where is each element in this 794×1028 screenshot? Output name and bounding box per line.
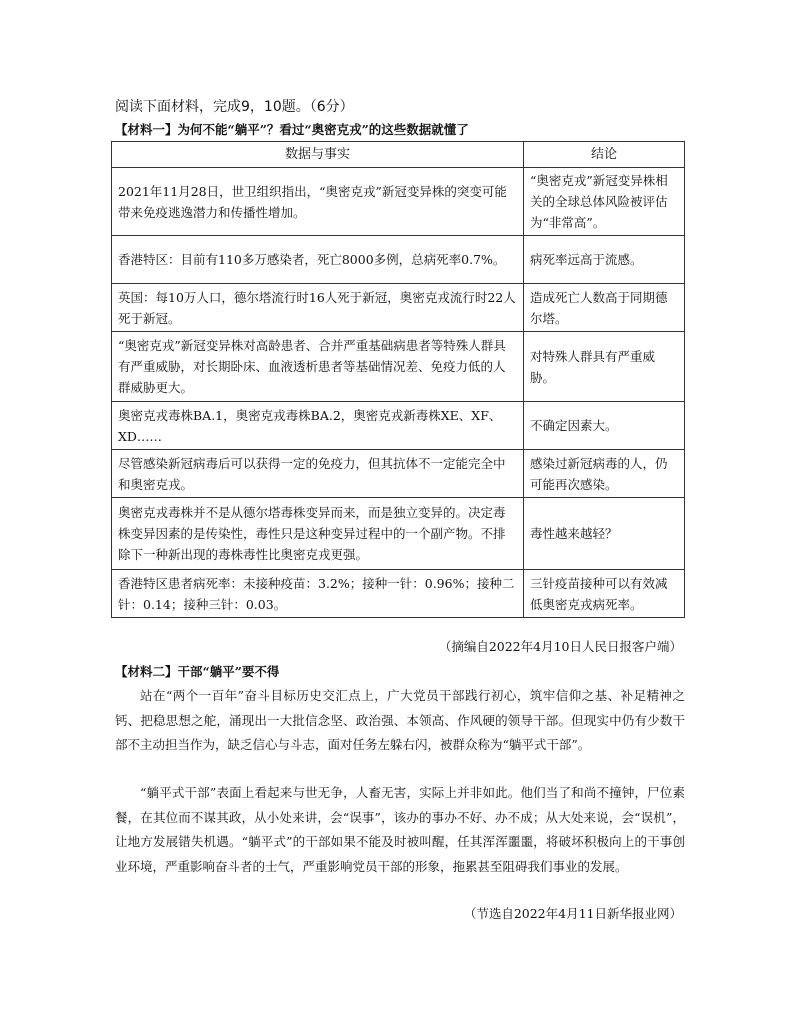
fact-cell: 奥密克戎毒株并不是从德尔塔毒株变异而来，而是独立变异的。决定毒株变异因素的是传染性，毒性只是这种变异过程中的一个副产物。不排除下一种新出现的毒株毒性比奥密克戎更强。 bbox=[112, 498, 524, 570]
material2-title: 【材料二】干部“躺平”要不得 bbox=[115, 664, 280, 679]
fact-cell: 奥密克戎毒株BA.1，奥密克戎毒株BA.2，奥密克戎新毒株XE、XF、XD…… bbox=[112, 402, 524, 450]
table-row bbox=[112, 284, 685, 332]
conclusion-cell: 不确定因素大。 bbox=[524, 402, 685, 450]
material2-source: （节选自2022年4月11日新华报业网） bbox=[463, 906, 682, 921]
table-row bbox=[112, 498, 685, 570]
conclusion-cell: 对特殊人群具有严重威胁。 bbox=[524, 332, 685, 402]
fact-cell: 香港特区：目前有110多万感染者，死亡8000多例，总病死率0.7%。 bbox=[112, 236, 524, 284]
fact-cell: “奥密克戎”新冠变异株对高龄患者、合并严重基础病患者等特殊人群具有严重威胁，对长期卧床、血液透析患者等基础情况差、免疫力低的人群威胁更大。 bbox=[112, 332, 524, 402]
table-header-row bbox=[112, 142, 685, 168]
conclusion-cell: “奥密克戎”新冠变异株相关的全球总体风险被评估为“非常高”。 bbox=[524, 168, 685, 236]
fact-cell: 英国：每10万人口，德尔塔流行时16人死于新冠，奥密克戎流行时22人死于新冠。 bbox=[112, 284, 524, 332]
header-facts: 数据与事实 bbox=[112, 142, 524, 168]
table-row bbox=[112, 332, 685, 402]
header-conclusion: 结论 bbox=[524, 142, 685, 168]
fact-cell: 尽管感染新冠病毒后可以获得一定的免疫力，但其抗体不一定能完全中和奥密克戎。 bbox=[112, 450, 524, 498]
material2-paragraph: 站在“两个一百年”奋斗目标历史交汇点上，广大党员干部践行初心，筑牢信仰之基、补足精神之钙、把稳思想之舵，涌现出一大批信念坚、政治强、本领高、作风硬的领导干部。但现实中仍有少数干部不主动担当作为，缺乏信心与斗志，面对任务左躲右闪，被群众称为“躺平式干部”。 bbox=[115, 688, 685, 752]
table-row bbox=[112, 570, 685, 618]
question-intro: 阅读下面材料，完成9，10题。（6分） bbox=[115, 99, 354, 115]
conclusion-cell: 三针疫苗接种可以有效减低奥密克戎病死率。 bbox=[524, 570, 685, 618]
table-row bbox=[112, 168, 685, 236]
material1-title: 【材料一】为何不能“躺平”？看过“奥密克戎”的这些数据就懂了 bbox=[115, 122, 469, 137]
conclusion-cell: 病死率远高于流感。 bbox=[524, 236, 685, 284]
fact-cell: 2021年11月28日，世卫组织指出，“奥密克戎”新冠变异株的突变可能带来免疫逃逸潜力和传播性增加。 bbox=[112, 168, 524, 236]
material2-paragraph: “躺平式干部”表面上看起来与世无争，人畜无害，实际上并非如此。他们当了和尚不撞钟，尸位素餐，在其位而不谋其政，从小处来讲，会“误事”，该办的事办不好、办不成；从大处来说，会“误机”，让地方发展错失机遇。“躺平式”的干部如果不能及时被叫醒，任其浑浑噩噩，将破坏积极向上的干事创业环境，严重影响奋斗者的士气，严重影响党员干部的形象，拖累甚至阻碍我们事业的发展。 bbox=[115, 785, 685, 874]
table-row bbox=[112, 236, 685, 284]
conclusion-cell: 造成死亡人数高于同期德尔塔。 bbox=[524, 284, 685, 332]
material1-source: （摘编自2022年4月10日人民日报客户端） bbox=[438, 639, 682, 654]
conclusion-cell: 毒性越来越轻？ bbox=[524, 498, 685, 570]
fact-cell: 香港特区患者病死率：未接种疫苗：3.2%；接种一针：0.96%；接种二针：0.14；接种三针：0.03。 bbox=[112, 570, 524, 618]
table-row bbox=[112, 402, 685, 450]
conclusion-cell: 感染过新冠病毒的人，仍可能再次感染。 bbox=[524, 450, 685, 498]
facts-table bbox=[111, 141, 685, 618]
table-row bbox=[112, 450, 685, 498]
